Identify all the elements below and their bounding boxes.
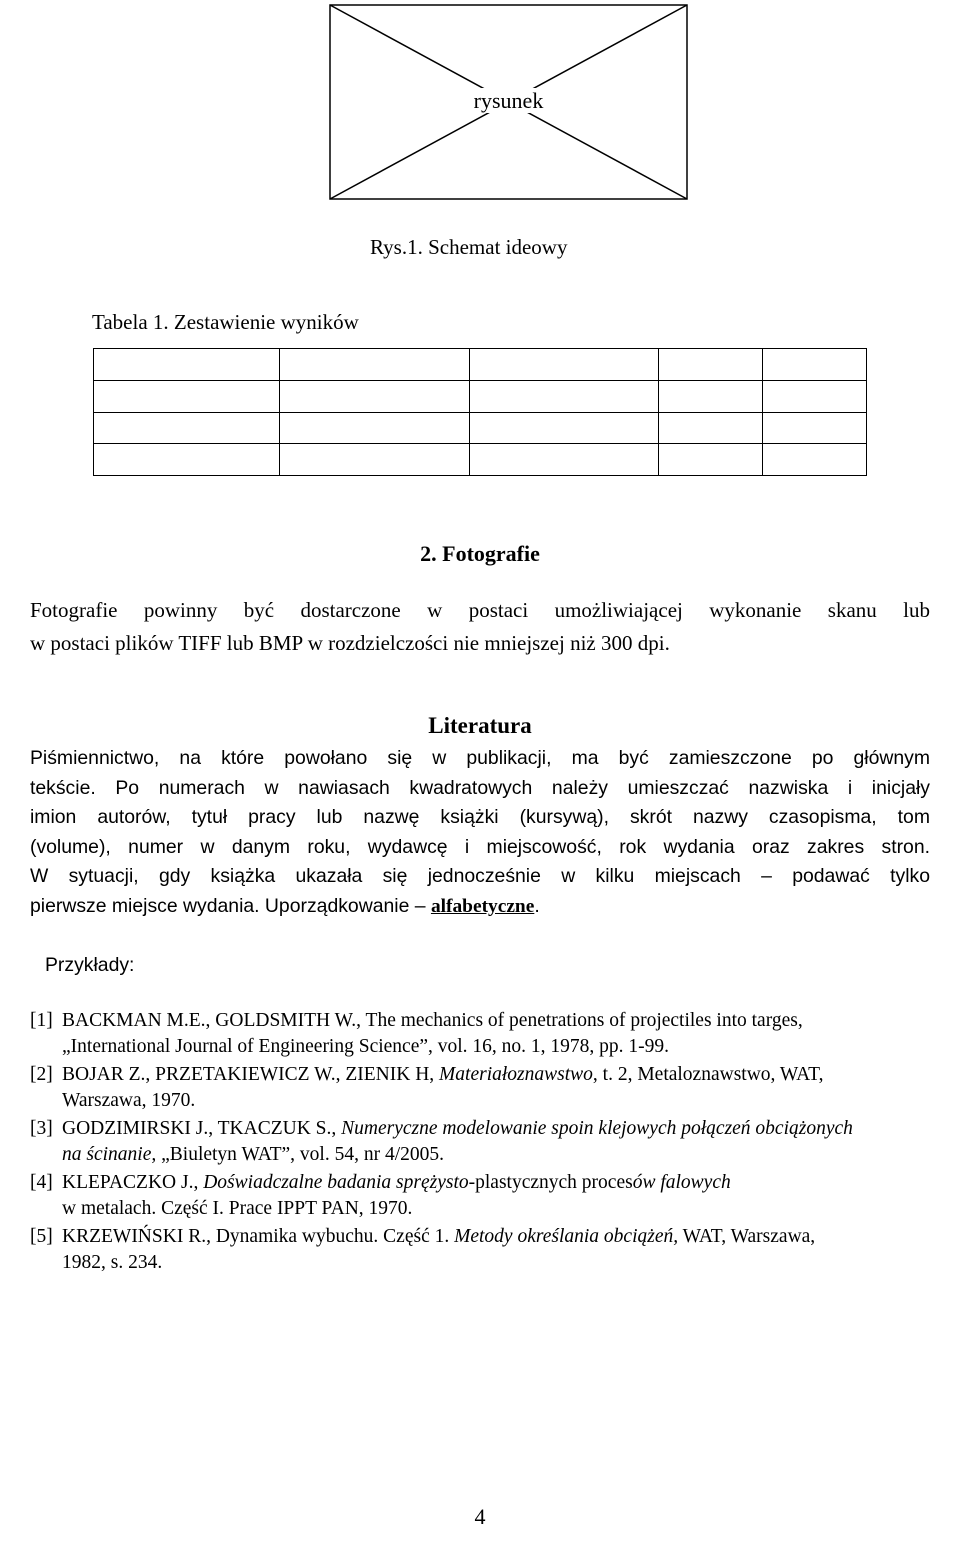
table-row [94,380,867,412]
reference-text: , Dynamika wybuchu. Część 1. [206,1226,455,1247]
literatura-paragraph-line: tekście. Po numerach w nawiasach kwadratowych należy umieszczać nazwiska i inicjały [30,776,930,799]
reference-authors: BOJAR Z., PRZETAKIEWICZ W., ZIENIK H, [62,1064,440,1085]
literatura-paragraph-line: imion autorów, tytuł pracy lub nazwę książki (kursywą), skrót nazwy czasopisma, tom [30,806,930,828]
literatura-paragraph-line [30,892,930,922]
reference-list [30,1008,940,1276]
results-table-body [94,349,867,476]
table-row [94,444,867,476]
table-cell [280,412,470,444]
reference-authors: BACKMAN M.E., GOLDSMITH W. [62,1010,357,1031]
table-cell [470,349,659,381]
reference-title: Materiałoznawstwo [439,1064,593,1085]
reference-title: ów falowych [632,1172,731,1193]
reference-number: [5] [30,1226,53,1247]
results-table [93,348,867,476]
table-cell [280,380,470,412]
reference-text: „Biuletyn WAT”, vol. 54, nr 4/2005. [156,1144,445,1165]
figure-placeholder-label: rysunek [473,88,544,113]
reference-text: , The mechanics of penetrations of projectiles into targes, [356,1010,803,1031]
table-cell [763,412,867,444]
reference-title: Metody określania obciążeń, [454,1226,679,1247]
fotografie-paragraph-line: w postaci plików TIFF lub BMP w rozdzielczości nie mniejszej niż 300 dpi. [30,631,670,655]
fotografie-paragraph-line: Fotografie powinny być dostarczone w postaci umożliwiającej wykonanie skanu lub [30,598,930,622]
reference-title: Doświadczalne badania sprężysto [203,1172,469,1193]
table-row [94,349,867,381]
table-cell [659,412,763,444]
reference-number: [2] [30,1064,53,1085]
reference-item [30,1224,940,1276]
reference-text: w metalach. Część I. Prace IPPT PAN, 1970. [62,1198,413,1219]
literatura-last-line-suffix: . [534,894,540,917]
figure-caption: Rys.1. Schemat ideowy [370,235,568,259]
reference-text: , t. 2, Metaloznawstwo, WAT, [592,1064,824,1085]
reference-authors: KRZEWIŃSKI R. [62,1226,207,1247]
examples-label: Przykłady: [45,954,135,976]
reference-number: [3] [30,1118,53,1139]
literatura-paragraph-line: W sytuacji, gdy książka ukazała się jednocześnie w kilku miejscach – podawać tylko [30,865,930,887]
table-caption: Tabela 1. Zestawienie wyników [92,310,359,334]
fotografie-paragraph [30,594,930,674]
table-cell [659,380,763,412]
table-cell [280,444,470,476]
table-cell [94,444,280,476]
literatura-paragraph [30,744,930,921]
table-cell [470,380,659,412]
reference-item [30,1062,940,1114]
literatura-paragraph-line: (volume), numer w danym roku, wydawcę i miejscowość, rok wydania oraz zakres stron. [30,835,930,858]
reference-number: [4] [30,1172,53,1193]
table-cell [763,349,867,381]
table-cell [659,349,763,381]
reference-item [30,1008,940,1060]
reference-item [30,1116,940,1168]
reference-title: na ścinanie, [62,1144,157,1165]
table-cell [94,349,280,381]
reference-text: Warszawa, 1970. [62,1090,196,1111]
table-cell [659,444,763,476]
reference-number: [1] [30,1010,53,1031]
reference-title: Numeryczne modelowanie spoin klejowych połączeń obciążonych [341,1118,853,1139]
reference-authors: KLEPACZKO J., [62,1172,204,1193]
table-cell [280,349,470,381]
section-heading-fotografie: 2. Fotografie [420,541,540,566]
reference-text: „International Journal of Engineering Science”, vol. 16, no. 1, 1978, pp. 1-99. [62,1036,670,1057]
page-number: 4 [474,1504,486,1529]
reference-text: WAT, Warszawa, [678,1226,816,1247]
table-cell [470,412,659,444]
literatura-last-line-prefix: pierwsze miejsce wydania. Uporządkowanie – [30,894,431,917]
table-cell [94,380,280,412]
emphasis-alfabetyczne: alfabetyczne [430,895,535,917]
section-heading-literatura: Literatura [428,713,532,738]
reference-text: -plastycznych proces [468,1172,633,1193]
reference-text: 1982, s. 234. [62,1252,163,1273]
table-cell [763,380,867,412]
table-row [94,412,867,444]
table-cell [763,444,867,476]
table-cell [94,412,280,444]
table-cell [470,444,659,476]
figure-placeholder [329,4,688,200]
reference-item [30,1170,940,1222]
reference-authors: GODZIMIRSKI J., TKACZUK S., [62,1118,342,1139]
literatura-paragraph-line: Piśmiennictwo, na które powołano się w publikacji, ma być zamieszczone po głównym [30,747,930,769]
